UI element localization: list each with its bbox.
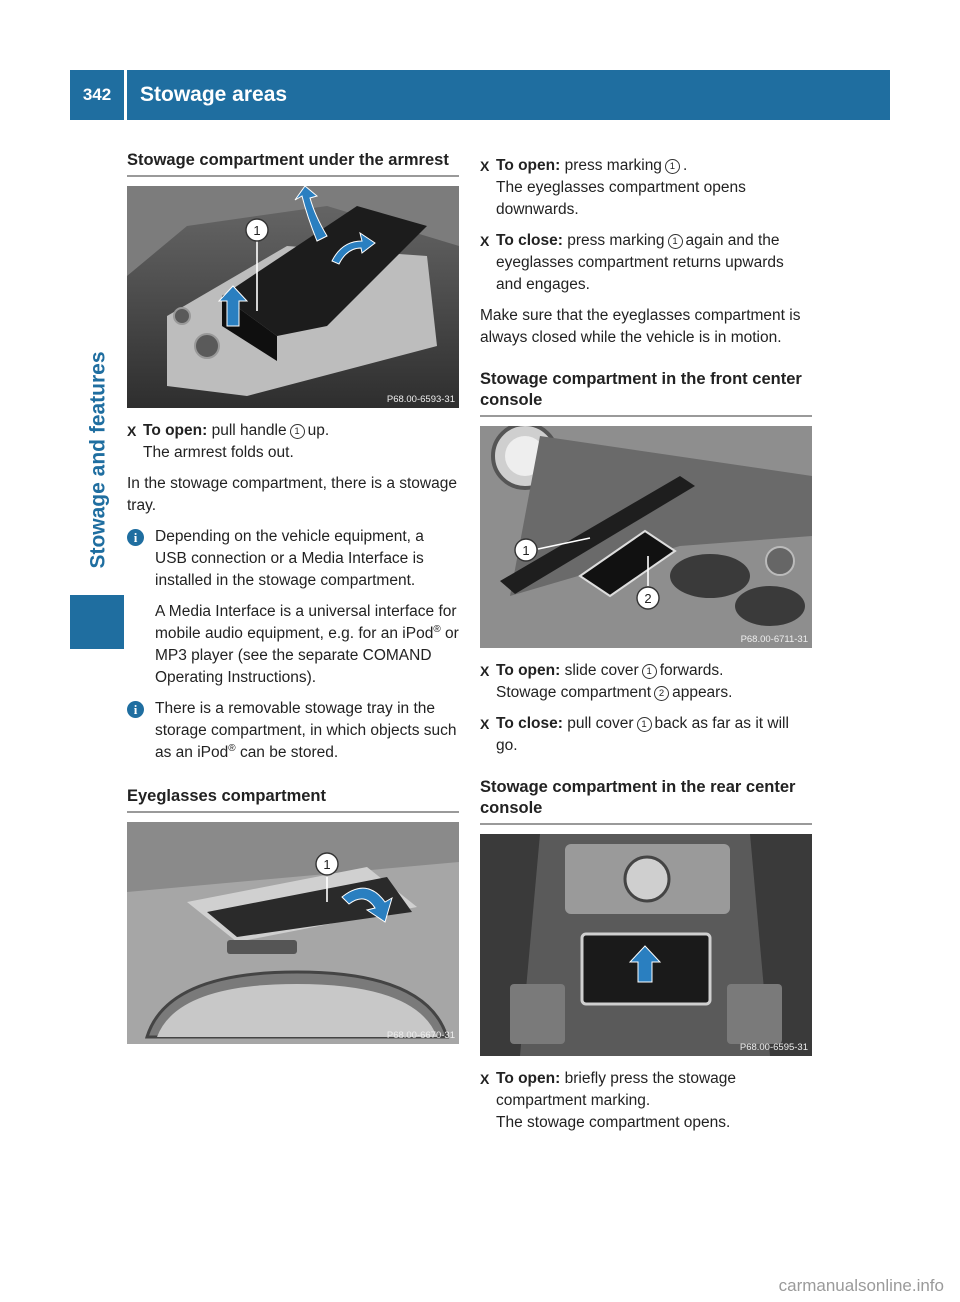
paragraph: Make sure that the eyeglasses compartment is always closed while the vehicle is in motion.: [480, 307, 801, 346]
photo-marker-1: 1: [253, 223, 261, 238]
left-column: [127, 150, 459, 1056]
marker-1-icon: 1: [668, 234, 683, 249]
page-header: [70, 70, 890, 120]
step-open-eyeglasses: X To open: press marking 1 .: [480, 155, 812, 177]
step-open-rear: X To open: briefly press the stowage compartment marking. The stowage compartment opens.: [480, 1068, 812, 1134]
photo-code: P68.00-6593-31: [386, 394, 455, 405]
step-close-front: X To close: pull cover 1 back as far as it will go.: [480, 713, 812, 757]
photo-eyeglasses: [127, 822, 459, 1044]
info-icon: i: [127, 701, 144, 718]
chapter-title: Stowage areas: [140, 83, 288, 106]
eyeglasses-illustration: [127, 822, 459, 1044]
photo-code: P68.00-6711-31: [740, 634, 808, 645]
photo-marker-2: 2: [644, 591, 652, 606]
step-result: The eyeglasses compartment opens downwards.: [496, 179, 746, 218]
photo-code: P68.00-6670-31: [386, 1030, 455, 1041]
photo-marker-1: 1: [522, 543, 530, 558]
side-tab: [84, 330, 114, 590]
section-title-rear-console: Stowage compartment in the rear center console: [480, 777, 812, 825]
photo-code: P68.00-6595-31: [739, 1042, 808, 1053]
info-icon: i: [127, 529, 144, 546]
step-result: Stowage compartment 2 appears.: [496, 684, 733, 701]
info-note: i There is a removable stowage tray in the storage compartment, in which objects such as an iPod® can be stored.: [127, 698, 459, 764]
photo-front-console: [480, 426, 812, 648]
step-close-eyeglasses: X To close: press marking 1 again and the eyeglasses compartment returns upwards and engages.: [480, 230, 812, 296]
photo-marker-1: 1: [323, 857, 331, 872]
marker-2-icon: 2: [654, 686, 669, 701]
marker-1-icon: 1: [642, 664, 657, 679]
photo-armrest: [127, 186, 459, 408]
armrest-illustration: [127, 186, 459, 408]
marker-1-icon: 1: [665, 159, 680, 174]
section-title-armrest: Stowage compartment under the armrest: [127, 150, 459, 177]
paragraph: In the stowage compartment, there is a stowage tray.: [127, 475, 457, 514]
page-number: 342: [70, 70, 127, 120]
front-console-illustration: [480, 426, 812, 648]
side-tab-label: Stowage and features: [87, 351, 110, 569]
step-result: The armrest folds out.: [143, 444, 294, 461]
section-title-front-console: Stowage compartment in the front center console: [480, 369, 812, 417]
photo-rear-console: [480, 834, 812, 1056]
marker-1-icon: 1: [290, 424, 305, 439]
section-title-eyeglasses: Eyeglasses compartment: [127, 786, 459, 813]
step-open-front: X To open: slide cover 1 forwards.: [480, 660, 812, 682]
watermark: carmanualsonline.info: [778, 1276, 944, 1295]
marker-1-icon: 1: [637, 717, 652, 732]
step-open-armrest: X To open: pull handle 1 up.: [127, 420, 459, 442]
right-column: [480, 155, 812, 1143]
rear-console-illustration: [480, 834, 812, 1056]
info-note: i Depending on the vehicle equipment, a USB connection or a Media Interface is installed in the stowage compartment.: [127, 526, 459, 592]
side-tab-block: [70, 595, 124, 649]
info-note-continued: A Media Interface is a universal interface for mobile audio equipment, e.g. for an iPod® or MP3 player (see the separate COMAND Operating Instructions).: [155, 603, 459, 686]
